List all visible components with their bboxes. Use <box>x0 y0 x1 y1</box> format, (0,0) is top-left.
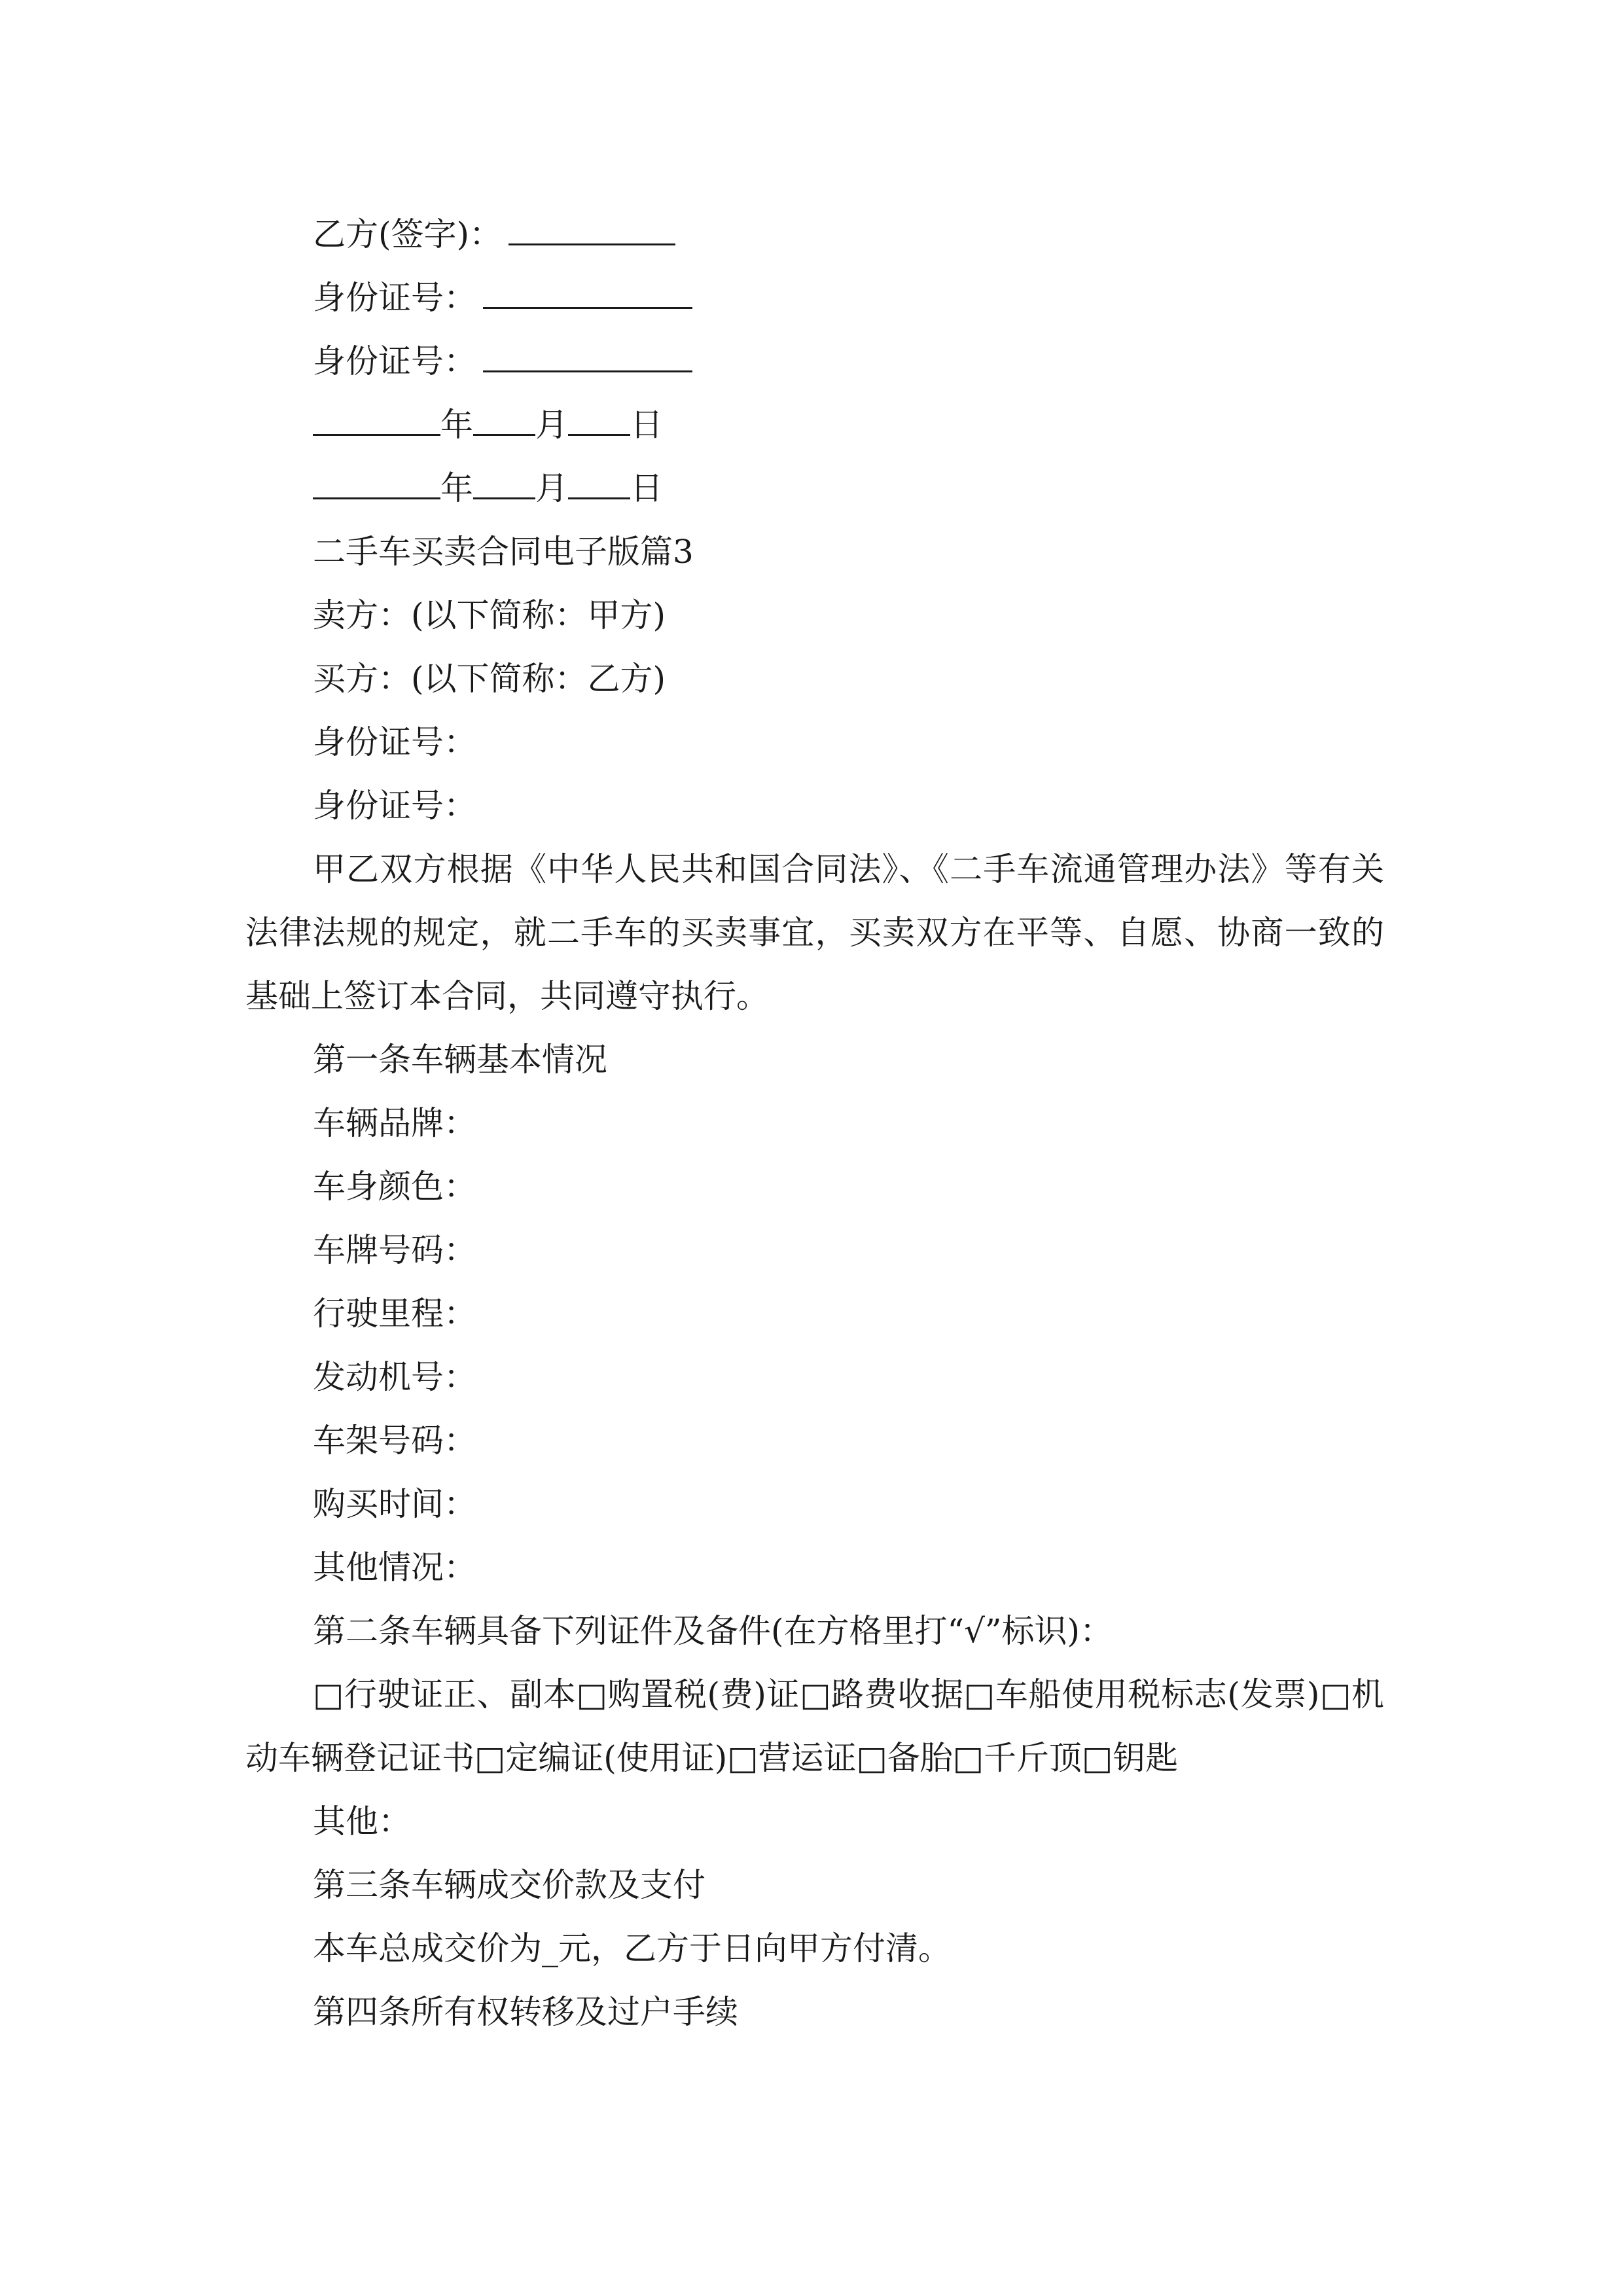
month-blank <box>473 400 535 436</box>
seller-line: 卖方：(以下简称：甲方) <box>313 596 666 634</box>
day-label: 日 <box>630 469 663 507</box>
date-line-1 <box>245 393 1384 457</box>
year-blank <box>313 400 440 436</box>
id-number-label: 身份证号： <box>313 342 476 380</box>
id-number-blank <box>483 273 692 309</box>
seller-id-line: 身份证号： <box>313 723 476 761</box>
month-label: 月 <box>535 469 568 507</box>
field-vehicle-brand: 车辆品牌： <box>313 1104 476 1142</box>
buyer-line: 买方：(以下简称：乙方) <box>313 660 666 698</box>
field-other-info: 其他情况： <box>313 1549 476 1587</box>
article-3-title: 第三条车辆成交价款及支付 <box>313 1866 705 1904</box>
document-page <box>245 203 1384 2044</box>
day-blank <box>568 400 630 436</box>
id-number-blank <box>483 336 692 372</box>
day-label: 日 <box>630 406 663 444</box>
year-label: 年 <box>440 406 473 444</box>
field-mileage: 行驶里程： <box>313 1295 476 1333</box>
month-blank <box>473 463 535 499</box>
signature-blank <box>508 209 675 245</box>
field-plate-number: 车牌号码： <box>313 1231 476 1269</box>
buyer-id-line: 身份证号： <box>313 787 476 825</box>
day-blank <box>568 463 630 499</box>
year-blank <box>313 463 440 499</box>
date-line-2 <box>245 457 1384 520</box>
field-purchase-date: 购买时间： <box>313 1485 476 1523</box>
id-number-label: 身份证号： <box>313 279 476 317</box>
article-2-other: 其他： <box>313 1803 411 1840</box>
article-3-body: 本车总成交价为_元，乙方于日向甲方付清。 <box>313 1929 951 1967</box>
field-engine-number: 发动机号： <box>313 1358 476 1396</box>
party-b-signature-label: 乙方(签字)： <box>313 215 503 253</box>
month-label: 月 <box>535 406 568 444</box>
intro-paragraph: 甲乙双方根据《中华人民共和国合同法》、《二手车流通管理办法》等有关法律法规的规定，就二手车的买卖事宜，买卖双方在平等、自愿、协商一致的基础上签订本合同，共同遵守执行。 <box>245 850 1384 1015</box>
party-b-signature-line <box>245 203 1384 266</box>
field-body-color: 车身颜色： <box>313 1168 476 1206</box>
article-1-title: 第一条车辆基本情况 <box>313 1041 607 1079</box>
field-frame-number: 车架号码： <box>313 1422 476 1460</box>
section-title: 二手车买卖合同电子版篇3 <box>313 533 694 571</box>
year-label: 年 <box>440 469 473 507</box>
article-4-title: 第四条所有权转移及过户手续 <box>313 1993 738 2031</box>
documents-checklist: □行驶证正、副本□购置税(费)证□路费收据□车船使用税标志(发票)□机动车辆登记证书□定编证(使用证)□营运证□备胎□千斤顶□钥匙 <box>245 1676 1384 1777</box>
id-number-line-2 <box>245 330 1384 393</box>
id-number-line-1 <box>245 266 1384 330</box>
article-2-title: 第二条车辆具备下列证件及备件(在方格里打“√”标识)： <box>313 1612 1113 1650</box>
